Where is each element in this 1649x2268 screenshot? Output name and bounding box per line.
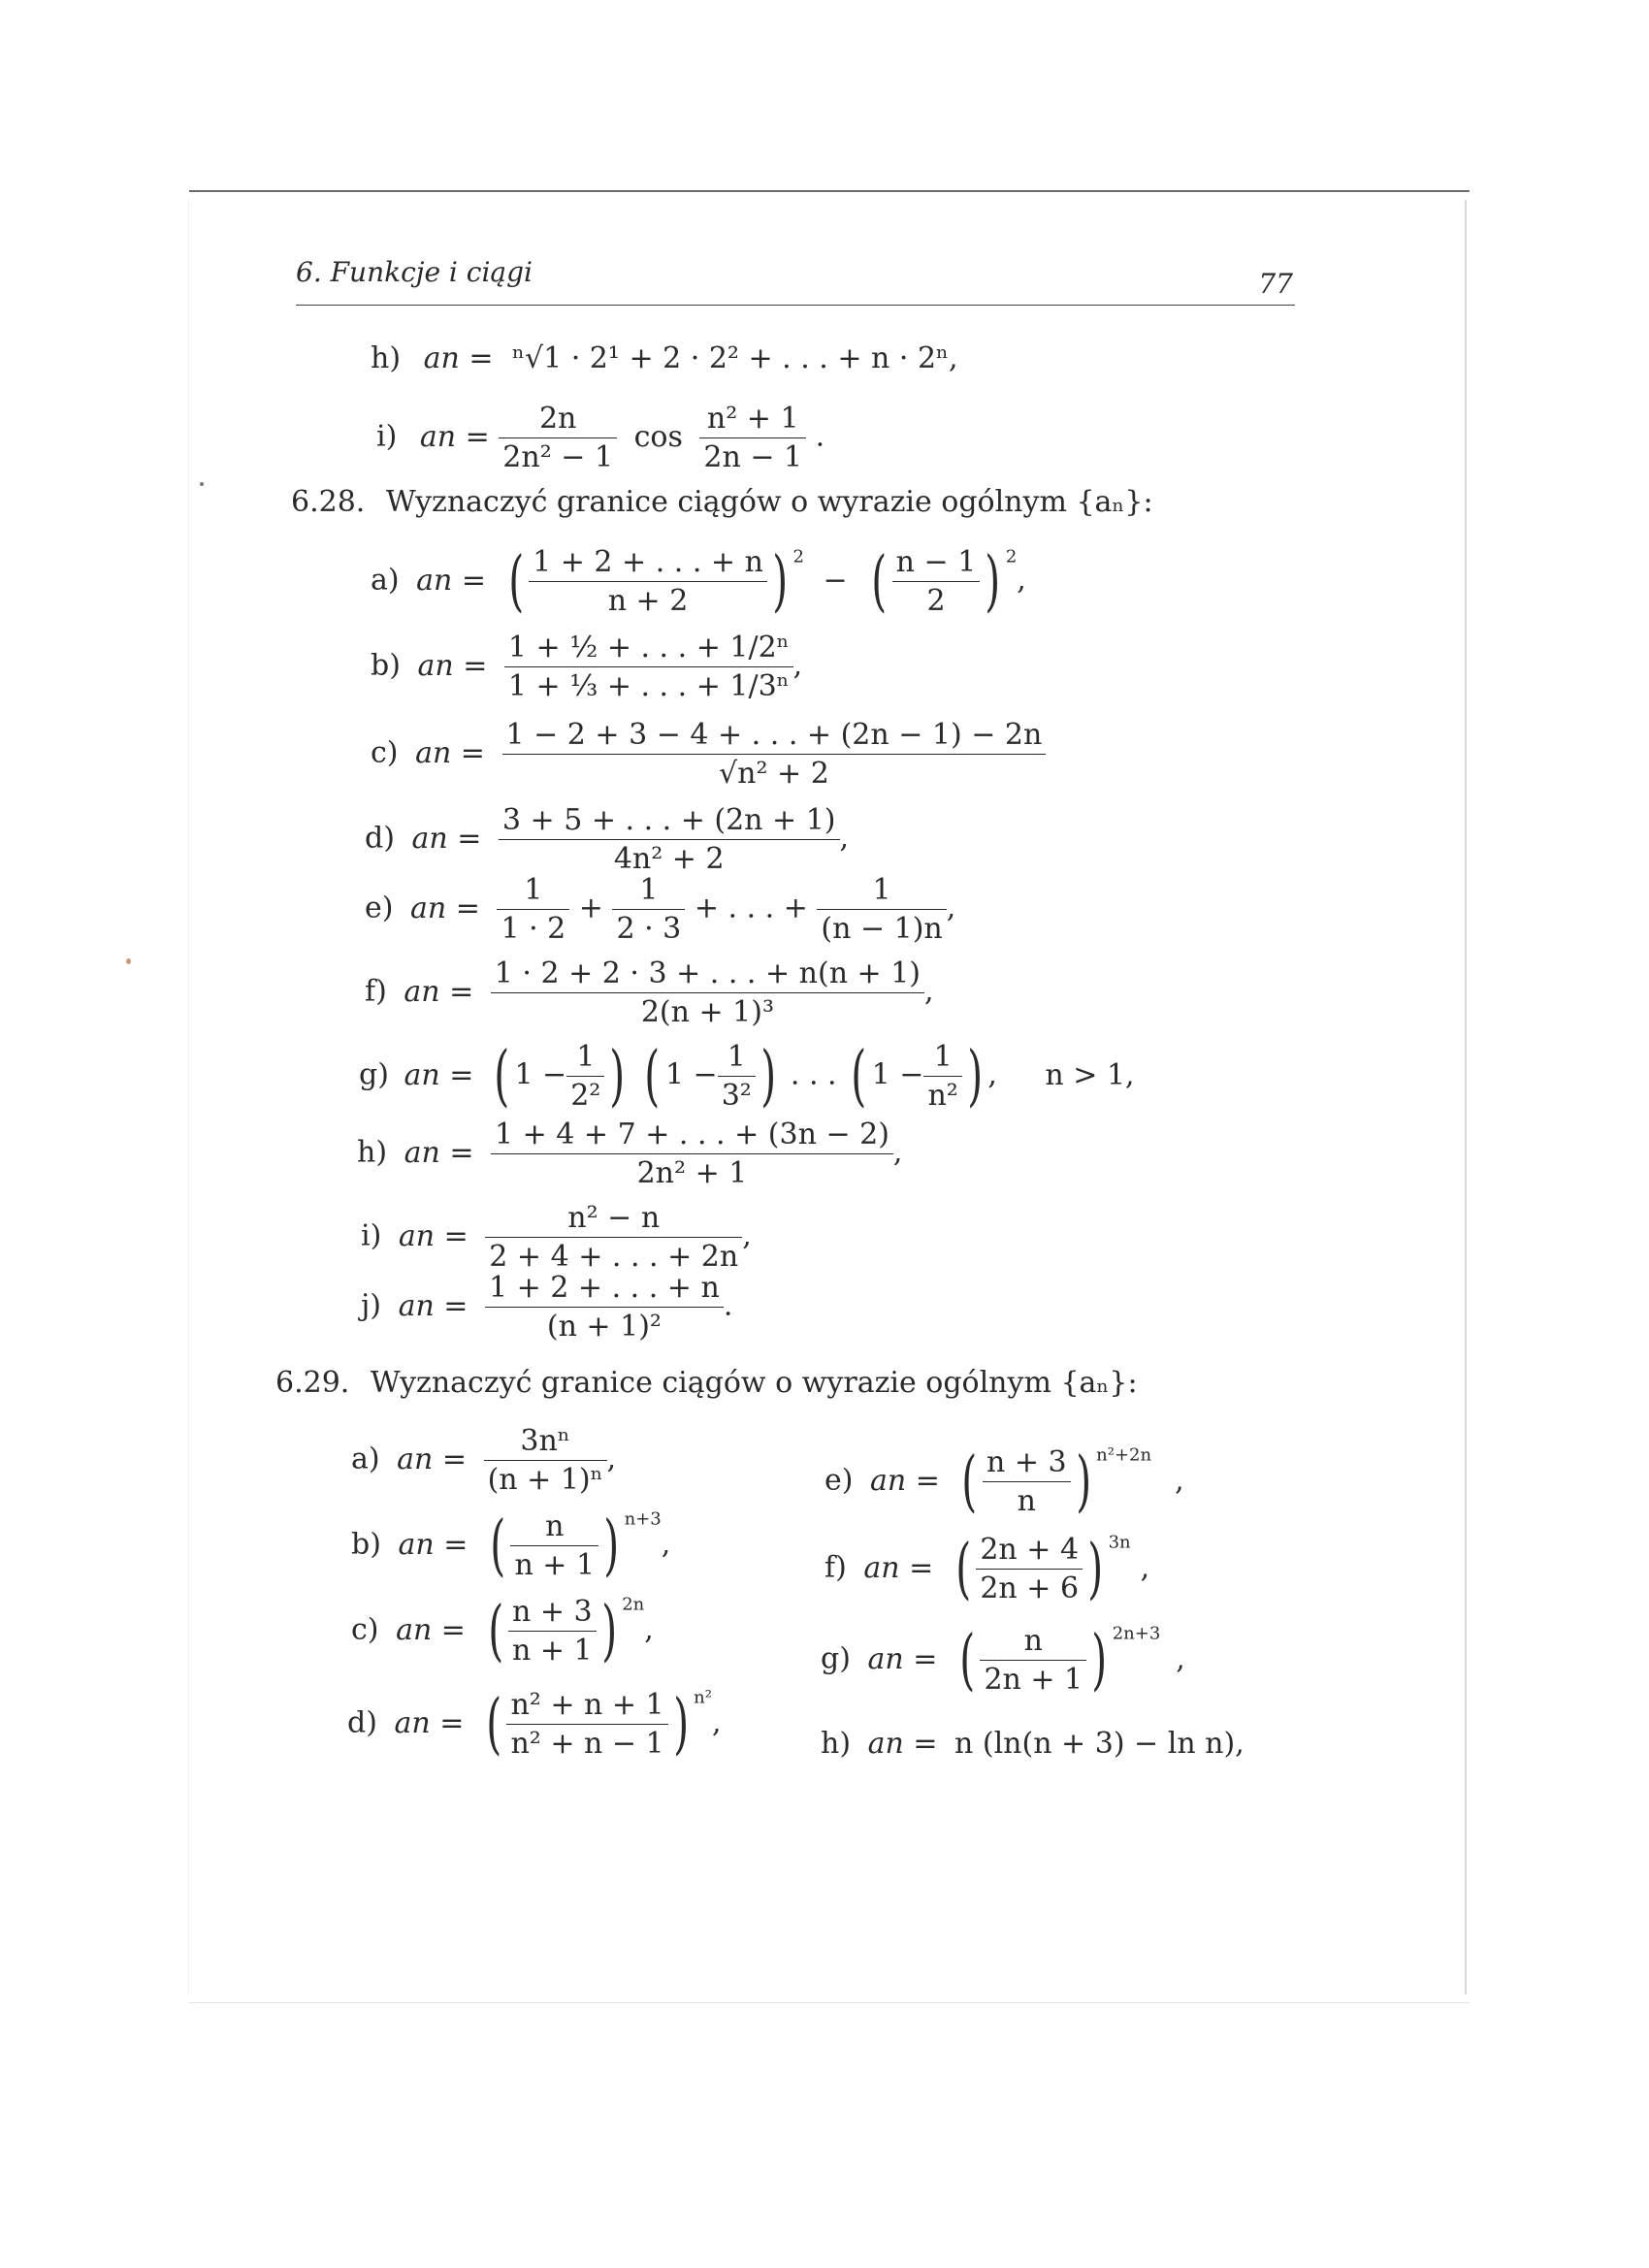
fraction [892, 543, 981, 620]
exponent: n+3 [624, 1508, 662, 1530]
problem-6-28-heading [291, 485, 1153, 519]
left-paren: ( [487, 1592, 503, 1669]
left-paren: ( [851, 1037, 867, 1115]
item-tail: , [644, 1612, 654, 1647]
right-paren: ) [600, 1592, 617, 1669]
numerator: n [545, 1509, 565, 1543]
problem-text: Wyznaczyć granice ciągów o wyrazie ogólnym {aₙ}: [385, 485, 1153, 519]
item-label: f) [824, 1550, 847, 1585]
item-6-29-g [821, 1622, 1185, 1699]
item-6-28-j [361, 1269, 732, 1345]
numerator: 2n [538, 402, 577, 436]
denominator: 2n − 1 [699, 437, 806, 476]
sheet-left-edge [188, 200, 189, 1994]
denominator: (n + 1)ⁿ [484, 1460, 607, 1499]
cont-item-i [376, 400, 824, 476]
condition: n > 1, [1045, 1057, 1135, 1092]
exponent: 2 [792, 546, 804, 567]
numerator: 3nⁿ [520, 1424, 570, 1458]
operator: − [823, 563, 848, 598]
item-label: f) [365, 974, 387, 1009]
item-tail: , [892, 1135, 903, 1170]
fraction [484, 1422, 607, 1499]
denominator: 2² [566, 1076, 604, 1115]
denominator: 2 + 4 + . . . + 2n [485, 1237, 742, 1276]
right-paren: ) [609, 1037, 626, 1115]
item-lhs: an = [870, 1463, 940, 1498]
item-6-29-b [351, 1507, 670, 1584]
numerator: n² + 1 [706, 402, 799, 436]
item-lhs: an = [416, 563, 487, 598]
item-lhs: an = [404, 1057, 474, 1092]
fraction [499, 400, 617, 476]
denominator: 2 · 3 [612, 909, 685, 948]
fraction [566, 1038, 604, 1115]
item-tail: , [839, 821, 850, 856]
item-tail: , [946, 891, 956, 925]
item-tail: , [711, 1705, 722, 1740]
item-label: e) [824, 1463, 854, 1498]
cos-function: cos [633, 419, 683, 454]
denominator: n + 1 [508, 1631, 597, 1669]
running-header [296, 254, 1295, 306]
fraction [504, 629, 793, 705]
numerator: 2n + 4 [980, 1533, 1080, 1567]
fraction [485, 1269, 724, 1345]
item-lhs: an = [863, 1550, 934, 1585]
exponent: 2n [622, 1594, 645, 1615]
numerator: 1 [576, 1040, 596, 1074]
item-tail: , [1140, 1550, 1150, 1585]
item-6-28-h [357, 1116, 902, 1192]
numerator: 1 [524, 873, 543, 907]
item-expr: ⁿ√1 · 2¹ + 2 · 2² + . . . + n · 2ⁿ, [512, 341, 958, 375]
denominator: 2n² − 1 [499, 437, 617, 476]
numerator: 1 + 2 + . . . + n [533, 545, 763, 579]
item-6-28-e [365, 871, 955, 948]
item-6-28-f [365, 955, 934, 1031]
fraction [491, 1116, 893, 1192]
item-6-29-a [351, 1422, 616, 1499]
numerator: 3 + 5 + . . . + (2n + 1) [501, 803, 836, 837]
item-tail: , [1176, 1641, 1185, 1676]
fraction [923, 1038, 961, 1115]
fraction [499, 801, 840, 878]
denominator: n + 1 [510, 1545, 598, 1584]
item-6-28-c [371, 716, 1046, 793]
item-lhs: an = [410, 891, 480, 925]
factor-text: 1 − [871, 1057, 924, 1092]
item-tail: , [987, 1057, 997, 1092]
right-paren: ) [985, 542, 1001, 620]
problem-number: 6.29. [275, 1366, 350, 1400]
item-6-29-d [347, 1686, 722, 1763]
sheet-right-edge [1465, 200, 1467, 1994]
item-tail: . [815, 419, 825, 454]
item-6-28-d [365, 801, 849, 878]
fraction [506, 1686, 667, 1763]
numerator: n + 3 [986, 1445, 1067, 1479]
exponent: 3n [1108, 1532, 1131, 1553]
item-lhs: an = [398, 1288, 469, 1323]
fraction [817, 871, 946, 948]
sheet-top-edge [189, 190, 1470, 192]
fraction [699, 400, 806, 476]
denominator: 3² [718, 1076, 756, 1115]
fraction [502, 716, 1047, 793]
item-lhs: an = [419, 419, 490, 454]
denominator: 2n² + 1 [491, 1153, 893, 1192]
factor-text: 1 − [514, 1057, 567, 1092]
fraction [510, 1507, 598, 1584]
item-label: a) [351, 1442, 380, 1476]
numerator: 1 − 2 + 3 − 4 + . . . + (2n − 1) − 2n [505, 718, 1043, 752]
fraction [980, 1622, 1086, 1699]
ellipsis: . . . [790, 1057, 837, 1092]
item-label: h) [371, 341, 402, 375]
item-label: d) [365, 821, 395, 856]
item-label: c) [371, 735, 399, 770]
item-tail: , [1017, 563, 1026, 598]
numerator: 1 [639, 873, 659, 907]
sheet-bottom-edge [189, 2002, 1470, 2003]
denominator: 1 + ⅓ + . . . + 1/3ⁿ [504, 666, 793, 705]
numerator: n − 1 [895, 545, 977, 579]
fraction [529, 543, 767, 620]
item-lhs: an = [396, 1612, 466, 1647]
denominator: n² [923, 1076, 961, 1115]
problem-text: Wyznaczyć granice ciągów o wyrazie ogólnym {aₙ}: [370, 1366, 1138, 1400]
item-6-28-i [361, 1199, 752, 1276]
numerator: n [1023, 1624, 1043, 1658]
item-label: a) [371, 563, 400, 598]
item-label: j) [361, 1288, 382, 1323]
item-lhs: an = [411, 821, 482, 856]
item-lhs: an = [404, 974, 474, 1009]
denominator: (n − 1)n [817, 909, 946, 948]
exponent: n² [694, 1687, 712, 1708]
item-tail: , [606, 1442, 617, 1476]
problem-6-29-heading [275, 1366, 1138, 1400]
item-label: i) [376, 419, 398, 454]
item-lhs: an = [398, 1218, 469, 1253]
denominator: 2n + 1 [980, 1660, 1086, 1699]
item-label: c) [351, 1612, 379, 1647]
right-paren: ) [1075, 1442, 1091, 1520]
denominator: (n + 1)² [485, 1307, 724, 1345]
denominator: n² + n − 1 [506, 1724, 667, 1763]
numerator: n² + n + 1 [510, 1688, 664, 1722]
item-label: i) [361, 1218, 382, 1253]
numerator: 1 [727, 1040, 746, 1074]
exponent: 2n+3 [1112, 1623, 1161, 1644]
right-paren: ) [772, 542, 789, 620]
item-tail: , [661, 1527, 671, 1562]
item-6-28-a [371, 543, 1026, 620]
item-lhs: an = [423, 341, 494, 375]
fraction [983, 1443, 1071, 1520]
item-lhs: an = [867, 1641, 938, 1676]
denominator: 4n² + 2 [499, 839, 840, 878]
ellipsis-sum: + . . . + [694, 891, 808, 925]
item-tail: , [742, 1218, 752, 1253]
left-paren: ( [494, 1037, 510, 1115]
fraction [497, 871, 569, 948]
item-label: e) [365, 891, 394, 925]
item-label: d) [347, 1705, 377, 1740]
numerator: 1 + ½ + . . . + 1/2ⁿ [507, 631, 790, 664]
factor-text: 1 − [664, 1057, 718, 1092]
numerator: 1 [933, 1040, 953, 1074]
problem-number: 6.28. [291, 485, 366, 519]
exponent: 2 [1005, 546, 1018, 567]
page-number: 77 [1258, 268, 1293, 300]
denominator: √n² + 2 [502, 754, 1047, 793]
item-6-29-e [824, 1443, 1184, 1520]
right-paren: ) [967, 1037, 984, 1115]
fraction [485, 1199, 742, 1276]
left-paren: ( [961, 1442, 978, 1520]
exponent: n²+2n [1096, 1444, 1152, 1466]
item-label: b) [351, 1527, 381, 1562]
fraction [612, 871, 685, 948]
fraction [508, 1593, 597, 1669]
denominator: 1 · 2 [497, 909, 569, 948]
item-lhs: an = [398, 1527, 469, 1562]
item-label: h) [357, 1135, 388, 1170]
cont-item-h [371, 341, 958, 375]
dust-speck [200, 482, 204, 486]
item-lhs: an = [417, 648, 488, 683]
right-paren: ) [1087, 1530, 1104, 1607]
item-tail: , [924, 974, 934, 1009]
denominator: n [983, 1481, 1071, 1520]
numerator: 1 + 4 + 7 + . . . + (3n − 2) [495, 1118, 889, 1151]
numerator: 1 [872, 873, 891, 907]
item-6-28-b [371, 629, 802, 705]
left-paren: ( [955, 1530, 972, 1607]
item-lhs: an = [397, 1442, 468, 1476]
item-tail: . [723, 1288, 733, 1323]
item-tail: , [1175, 1463, 1184, 1498]
fraction [718, 1038, 756, 1115]
numerator: n + 3 [512, 1595, 593, 1629]
item-lhs: an = [404, 1135, 474, 1170]
right-paren: ) [760, 1037, 777, 1115]
right-paren: ) [672, 1685, 689, 1763]
dust-speck [126, 958, 131, 964]
left-paren: ( [959, 1621, 976, 1699]
item-6-28-g [359, 1038, 1135, 1115]
numerator: n² − n [567, 1201, 661, 1235]
fraction [491, 955, 924, 1031]
denominator: n + 2 [529, 581, 767, 620]
left-paren: ( [490, 1507, 506, 1584]
item-lhs: an = [867, 1727, 938, 1761]
item-label: g) [821, 1641, 851, 1676]
item-tail: , [792, 648, 803, 683]
item-expr: n (ln(n + 3) − ln n), [954, 1727, 1245, 1761]
right-paren: ) [1091, 1621, 1108, 1699]
denominator: 2(n + 1)³ [491, 992, 924, 1031]
item-6-29-h [821, 1727, 1245, 1761]
plus-sign: + [578, 891, 603, 925]
chapter-title: 6. Funkcje i ciągi [296, 256, 533, 288]
left-paren: ( [871, 542, 888, 620]
item-lhs: an = [394, 1705, 465, 1740]
denominator: 2n + 6 [976, 1569, 1083, 1607]
left-paren: ( [644, 1037, 661, 1115]
left-paren: ( [486, 1685, 502, 1763]
right-paren: ) [603, 1507, 620, 1584]
item-lhs: an = [415, 735, 485, 770]
denominator: 2 [892, 581, 981, 620]
item-6-29-f [824, 1531, 1149, 1607]
numerator: 1 + 2 + . . . + n [489, 1271, 720, 1305]
fraction [976, 1531, 1083, 1607]
item-label: h) [821, 1727, 852, 1761]
item-6-29-c [351, 1593, 654, 1669]
item-label: b) [371, 648, 401, 683]
numerator: 1 · 2 + 2 · 3 + . . . + n(n + 1) [494, 956, 922, 990]
left-paren: ( [507, 542, 524, 620]
item-label: g) [359, 1057, 389, 1092]
